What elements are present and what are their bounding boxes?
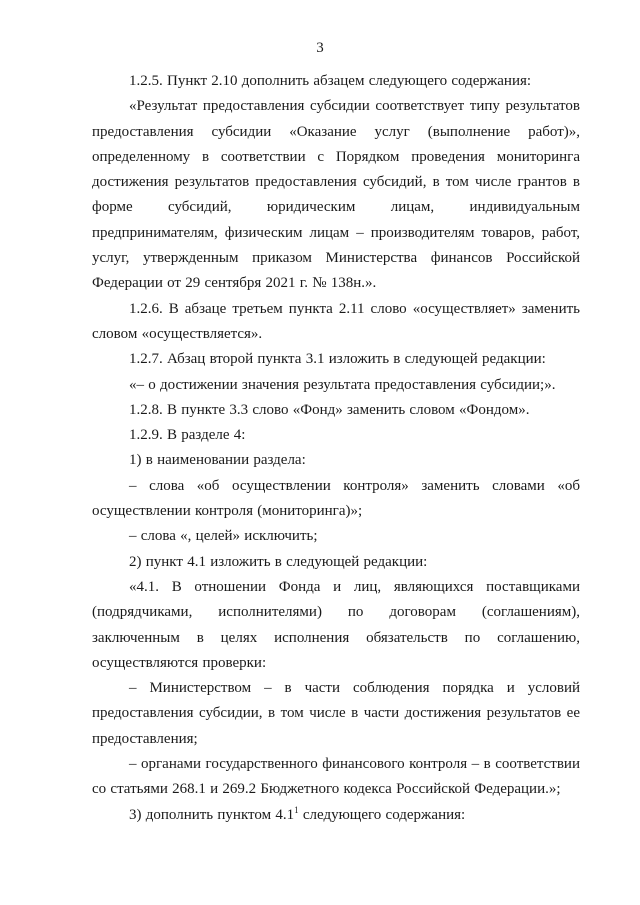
paragraph-add-text: 3) дополнить пунктом 4.1 — [129, 806, 295, 823]
paragraph-4-1-text: «4.1. В отношении Фонда и лиц, являющихся поставщиками (подрядчиками, исполнителями) по договорам (соглашениям), заключенным в целях исполнения обязательств по соглашению, осуществляются проверки: — [92, 578, 580, 671]
document-body — [92, 69, 580, 828]
paragraph-1-2-5: 1.2.5. Пункт 2.10 дополнить абзацем следующего содержания: — [129, 73, 532, 89]
paragraph-section-name: 1) в наименовании раздела: — [129, 452, 306, 469]
superscript-index: 1 — [294, 804, 299, 815]
page-number: 3 — [316, 40, 324, 56]
paragraph-control-bodies: – органами государственного финансового контроля – в соответствии со статьями 268.1 и 269.2 Бюджетного кодекса Российской Федерации.»; — [92, 756, 580, 798]
paragraph-add-4-1-1 — [92, 803, 580, 828]
paragraph-ministry: – Министерством – в части соблюдения порядка и условий предоставления субсидии, в том числе в части достижения результатов ее предоставления; — [92, 680, 580, 747]
paragraph-remove-goals: – слова «, целей» исключить; — [129, 528, 318, 545]
paragraph-result-text: «Результат предоставления субсидии соответствует типу результатов предоставления субсидии «Оказание услуг (выполнение работ)», определенному в соответствии с Порядком проведения мониторинга достижения результатов предоставления субсидий, в том числе грантов в форме субсидий, юридическим лицам, индивидуальным предпринимателям, физическим лицам – производителям товаров, работ, услуг, утвержденным приказом Министерства финансов Российской Федерации от 29 сентября 2021 г. № 138н.». — [92, 98, 580, 292]
paragraph-1-2-9: 1.2.9. В разделе 4: — [129, 427, 246, 444]
paragraph-1-2-7: 1.2.7. Абзац второй пункта 3.1 изложить в следующей редакции: — [129, 351, 546, 368]
paragraph-achievement: «– о достижении значения результата предоставления субсидии;». — [129, 376, 556, 393]
paragraph-add-tail: следующего содержания: — [298, 806, 466, 823]
paragraph-1-2-8: 1.2.8. В пункте 3.3 слово «Фонд» заменить словом «Фондом». — [129, 401, 530, 418]
paragraph-replace-words: – слова «об осуществлении контроля» заменить словами «об осуществлении контроля (мониторинга)»; — [92, 477, 580, 520]
paragraph-item-4-1: 2) пункт 4.1 изложить в следующей редакции: — [129, 553, 428, 570]
paragraph-1-2-6: 1.2.6. В абзаце третьем пункта 2.11 слово «осуществляет» заменить словом «осуществляется». — [92, 300, 580, 342]
